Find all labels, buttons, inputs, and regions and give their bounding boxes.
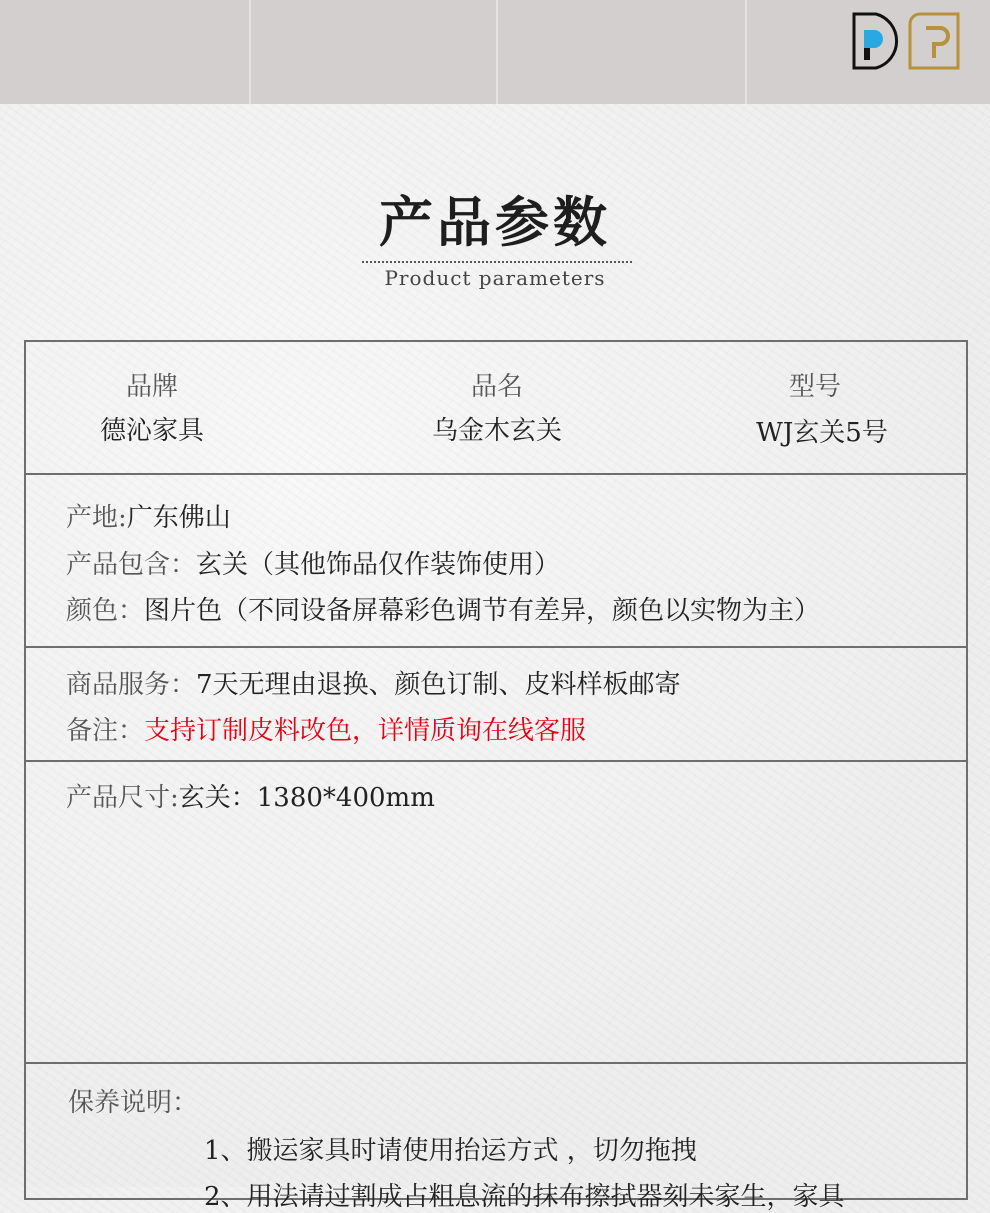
note-value: 支持订制皮料改色，详情质询在线客服 [144, 716, 587, 746]
banner-segment [498, 0, 747, 104]
banner-segment [251, 0, 498, 104]
page-subtitle: Product parameters [384, 266, 606, 290]
name-value: 乌金木玄关 [431, 416, 562, 446]
color-value: 图片色（不同设备屏幕彩色调节有差异，颜色以实物为主） [144, 596, 821, 626]
banner-segment [0, 0, 251, 104]
care-item: 1、搬运家具时请使用抬运方式 ，切勿拖拽 [204, 1136, 697, 1166]
note-label: 备注： [66, 716, 145, 746]
color-line [66, 590, 820, 627]
note-line [66, 710, 586, 747]
top-banner [0, 0, 990, 104]
size-label: 产品尺寸: [66, 783, 179, 813]
origin-label: 产地: [66, 503, 127, 533]
size-value: 玄关：1380*400mm [178, 783, 435, 813]
dp-logo [850, 10, 964, 72]
service-line [66, 664, 681, 701]
origin-line [66, 497, 231, 534]
service-value: 7天无理由退换、颜色订制、皮料样板邮寄 [196, 670, 681, 700]
size-line [66, 777, 435, 814]
model-label: 型号 [788, 372, 841, 402]
color-label: 颜色： [66, 596, 145, 626]
row-divider [24, 646, 968, 648]
brand-value: 德沁家具 [99, 416, 204, 446]
section-heading [0, 180, 990, 257]
name-label: 品名 [470, 372, 523, 402]
row-divider [24, 760, 968, 762]
care-item: 2、用法请过割成占粗息流的抹布擦拭器刻未家生，家具 [204, 1182, 845, 1212]
contents-line [66, 544, 560, 581]
contents-label: 产品包含： [66, 550, 197, 580]
model-value: WJ玄关5号 [756, 418, 888, 448]
care-label: 保养说明： [68, 1088, 199, 1118]
dotted-divider [362, 261, 632, 263]
origin-value: 广东佛山 [126, 503, 231, 533]
row-divider [24, 1062, 968, 1064]
row-divider [24, 473, 968, 475]
spec-table [24, 340, 968, 1200]
service-label: 商品服务： [66, 670, 197, 700]
contents-value: 玄关（其他饰品仅作装饰使用） [196, 550, 561, 580]
page-title: 产品参数 [379, 191, 611, 254]
brand-label: 品牌 [125, 372, 178, 402]
